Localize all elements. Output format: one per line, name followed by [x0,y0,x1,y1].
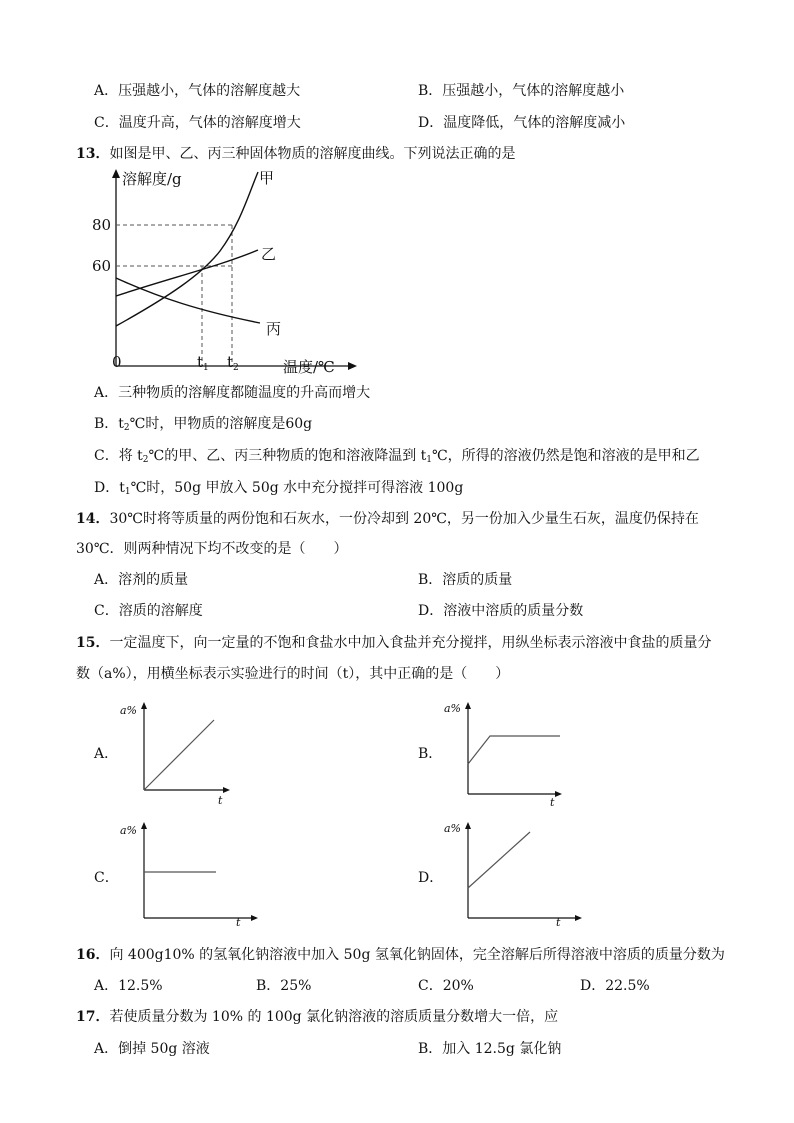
svg-text:a%: a% [444,702,462,715]
svg-text:t: t [236,916,241,928]
y-tick-80: 80 [92,216,112,234]
x-axis-label: 温度/℃ [283,358,335,376]
graph-d-line [468,832,530,888]
q14-number: 14． [76,511,110,527]
series-label-bing: 丙 [266,320,282,338]
series-label-yi: 乙 [261,245,277,263]
origin-label: 0 [112,353,122,371]
q13-option-c: C．将 $t_2℃$的甲、乙、丙三种物质的饱和溶液降温到 $t_1℃$，所得的溶液仍然是饱和溶液的是甲和乙 [94,448,700,465]
x-axis-arrow [348,362,357,370]
solubility-chart [80,166,370,380]
q16-number: 16． [76,947,110,963]
q15-question-line2: 数（a%），用横坐标表示实验进行的时间（t），其中正确的是（ ） [76,666,510,682]
q14-option-d: D．溶液中溶质的质量分数 [418,603,584,619]
q13-option-d: D．$t_1℃$时，50g 甲放入 50g 水中充分搅拌可得溶液 100g [94,480,464,497]
graph-b-line [468,736,560,764]
series-label-jia: 甲 [259,169,275,187]
q13-question [76,144,515,164]
svg-text:t: t [556,916,561,928]
q12-option-d: D．温度降低，气体的溶解度减小 [418,115,626,131]
q13-stem: 如图是甲、乙、丙三种固体物质的溶解度曲线。下列说法正确的是 [109,146,516,162]
q17-option-a: A．倒掉 50g 溶液 [94,1041,210,1057]
q14-question-line2: 30℃．则两种情况下均不改变的是（ ） [76,541,348,557]
graph-c [116,820,266,928]
q15-number: 15． [76,635,110,651]
q16-option-c: C．20% [418,978,474,994]
q12-option-b: B．压强越小，气体的溶解度越小 [418,83,625,99]
y-axis-label: 溶解度/g [122,170,182,188]
graph-a [116,700,236,806]
svg-text:a%: a% [120,824,138,837]
svg-text:t: t [550,796,555,808]
q15-option-c-label: C． [94,870,119,886]
q14-option-a: A．溶剂的质量 [94,572,189,588]
q15-option-a-label: A． [94,746,119,762]
svg-text:a%: a% [120,704,138,717]
q15-option-d-label: D． [418,870,444,886]
q17-number: 17． [76,1009,110,1025]
q14-option-b: B．溶质的质量 [418,572,513,588]
q14-question-line1: 14．30℃时将等质量的两份饱和石灰水，一份冷却到 20℃，另一份加入少量生石灰，温度仍保持在 [76,511,699,527]
q16-option-a: A．12.5% [94,978,163,994]
graph-d [440,820,590,928]
q17-question: 17．若使质量分数为 10% 的 100g 氯化钠溶液的溶质质量分数增大一倍，应 [76,1009,559,1025]
q16-option-d: D．22.5% [580,978,650,994]
q16-question: 16．向 400g10% 的氢氧化钠溶液中加入 50g 氢氧化钠固体，完全溶解后所得溶液中溶质的质量分数为 [76,947,725,963]
q15-option-b-label: B． [418,746,443,762]
y-axis-arrow [112,169,120,178]
curve-yi [116,250,258,296]
q12-option-a: A．压强越小，气体的溶解度越大 [94,83,301,99]
q13-option-a: A．三种物质的溶解度都随温度的升高而增大 [94,385,371,401]
graph-b [440,700,570,808]
q16-option-b: B．25% [256,978,312,994]
q13-option-b: B．$t_2℃$时，甲物质的溶解度是60g [94,416,313,433]
curve-bing [116,278,260,323]
curve-jia [116,172,258,326]
x-tick-t1: $t_1$ [197,353,209,373]
graph-a-line [144,720,214,790]
svg-text:t: t [218,794,223,806]
q17-option-b: B．加入 12.5g 氯化钠 [418,1041,562,1057]
q14-option-c: C．溶质的溶解度 [94,603,203,619]
q12-option-c: C．温度升高，气体的溶解度增大 [94,115,301,131]
q15-question-line1: 15．一定温度下，向一定量的不饱和食盐水中加入食盐并充分搅拌，用纵坐标表示溶液中食盐的质量分 [76,635,712,651]
q13-number: 13． [76,146,110,162]
svg-text:a%: a% [444,822,462,835]
x-tick-t2: $t_2$ [227,353,239,373]
y-tick-60: 60 [92,257,112,275]
